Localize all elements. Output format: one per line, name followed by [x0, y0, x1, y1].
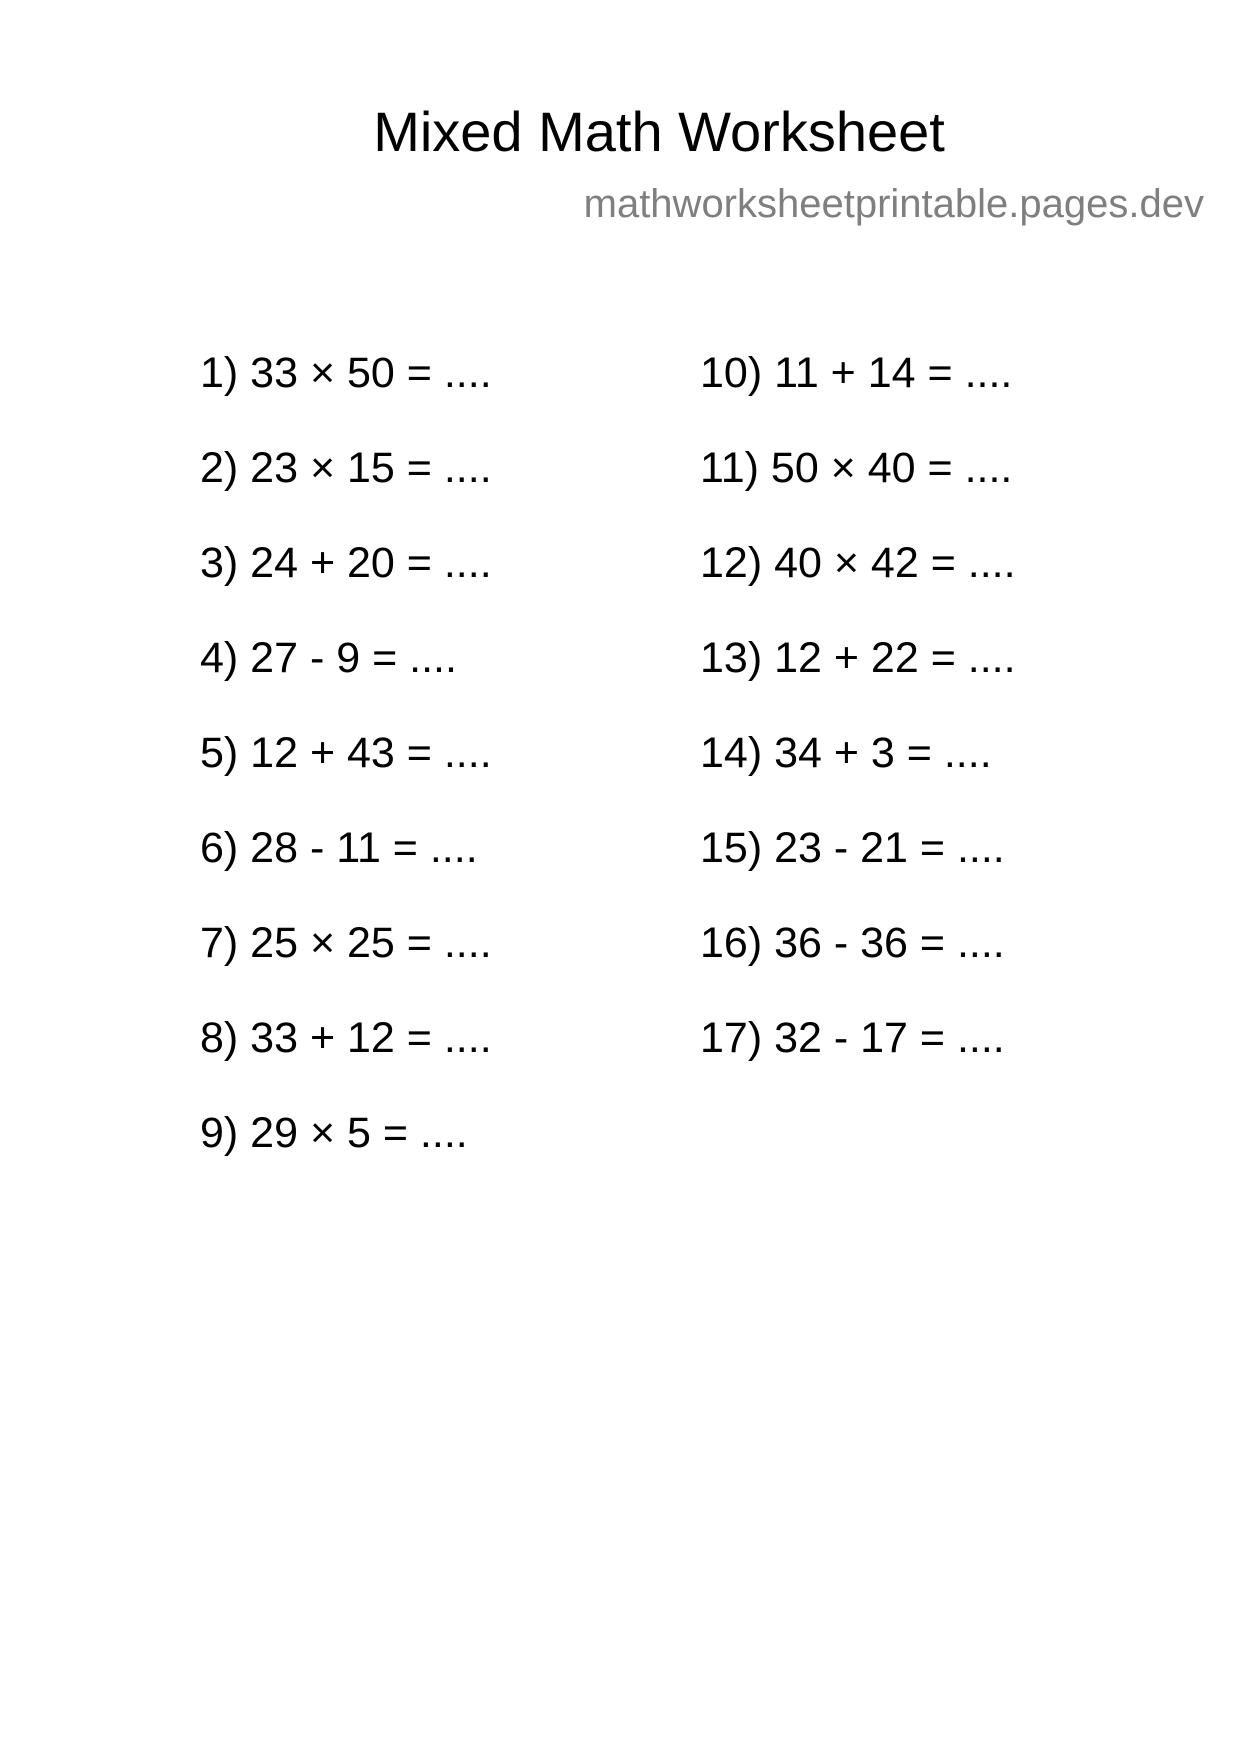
problem-item: 1) 33 × 50 = .... — [200, 349, 492, 397]
problem-item: 2) 23 × 15 = .... — [200, 444, 492, 492]
problem-item: 10) 11 + 14 = .... — [700, 349, 1013, 397]
source-url: mathworksheetprintable.pages.dev — [583, 182, 1204, 226]
problem-column-right — [700, 349, 1016, 1109]
page-title: Mixed Math Worksheet — [373, 100, 945, 163]
problem-item: 13) 12 + 22 = .... — [700, 634, 1016, 682]
problem-item: 11) 50 × 40 = .... — [700, 444, 1013, 492]
problem-item: 17) 32 - 17 = .... — [700, 1014, 1005, 1062]
problem-item: 15) 23 - 21 = .... — [700, 824, 1005, 872]
problem-item: 16) 36 - 36 = .... — [700, 919, 1005, 967]
problem-item: 3) 24 + 20 = .... — [200, 539, 492, 587]
problem-item: 14) 34 + 3 = .... — [700, 729, 992, 777]
problem-item: 5) 12 + 43 = .... — [200, 729, 492, 777]
problem-item: 12) 40 × 42 = .... — [700, 539, 1016, 587]
problem-item: 9) 29 × 5 = .... — [200, 1109, 468, 1157]
problem-item: 6) 28 - 11 = .... — [200, 824, 478, 872]
problem-item: 8) 33 + 12 = .... — [200, 1014, 492, 1062]
problem-column-left — [200, 349, 492, 1204]
problem-item: 4) 27 - 9 = .... — [200, 634, 457, 682]
problem-item: 7) 25 × 25 = .... — [200, 919, 492, 967]
